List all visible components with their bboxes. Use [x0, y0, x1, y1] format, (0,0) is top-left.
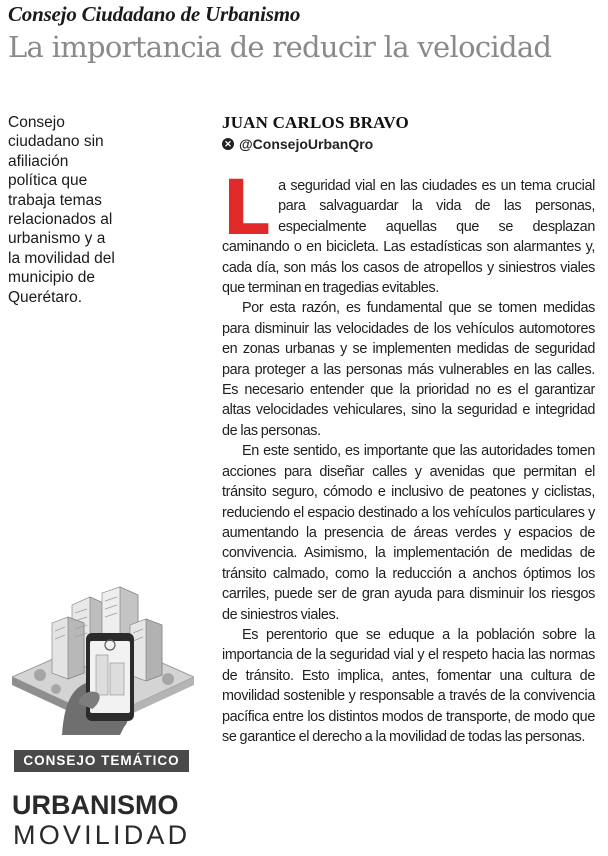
- council-description: Consejo ciudadano sin afiliación política que trabaja temas relacionados al urbanismo y a la movilidad del municipio de Querétaro.: [8, 114, 115, 306]
- thematic-council-badge: CONSEJO TEMÁTICO: [14, 750, 189, 772]
- article-paragraph-1: [222, 163, 595, 298]
- article-paragraph-3: En este sentido, es importante que las autoridades tomen acciones para diseñar calles y avenidas que permitan el tránsito seguro, cómodo e inclusivo de peatones y ciclistas, reduciendo el espacio destinado a los vehículos particulares y aumentando la presencia de áreas verdes y espacios de convivencia. Asimismo, la implementación de medidas de tránsito calmado, como la reducción a anchos óptimos los carriles, puede ser de gran ayuda para disminuir los riesgos de siniestros viales.: [222, 443, 595, 623]
- article-paragraph-2: Por esta razón, es fundamental que se tomen medidas para disminuir las velocidades de los vehículos automotores en zonas urbanas y se implementen medidas de seguridad para proteger a las personas más vulnerables en las calles. Es necesario entender que la prioridad no es el garantizar altas velocidades vehiculares, sino la seguridad e integridad de las personas.: [222, 300, 595, 439]
- section-title: Consejo Ciudadano de Urbanismo: [8, 2, 301, 26]
- drop-cap: L: [222, 163, 271, 252]
- author-name: JUAN CARLOS BRAVO: [222, 113, 409, 132]
- social-handle[interactable]: [222, 136, 373, 152]
- article-paragraph-4: Es perentorio que se eduque a la población sobre la importancia de la seguridad vial y el respeto hacia las normas de tránsito. Esto implica, antes, fomentar una cultura de movilidad sostenible y responsable a través de la convivencia pacífica entre los distintos modos de transporte, de modo que se garantice el derecho a la movilidad de todas las personas.: [222, 626, 595, 745]
- social-handle-text: @ConsejoUrbanQro: [239, 136, 374, 152]
- topic-urbanismo: URBANISMO: [12, 790, 179, 820]
- article-body: [222, 163, 595, 747]
- topic-movilidad: MOVILIDAD: [13, 820, 191, 850]
- paragraph-1-text: a seguridad vial en las ciudades es un tema crucial para salvaguardar la vida de las personas, especialmente aquellas que se desplazan caminando o en bicicleta. Las estadísticas son alarmantes y, cada día, son más los casos de atropellos y siniestros viales que terminan en tragedias evitables.: [222, 178, 595, 297]
- city-phone-illustration: [12, 585, 194, 735]
- x-social-icon: ✕: [222, 138, 234, 150]
- article-headline: La importancia de reducir la velocidad: [8, 30, 552, 64]
